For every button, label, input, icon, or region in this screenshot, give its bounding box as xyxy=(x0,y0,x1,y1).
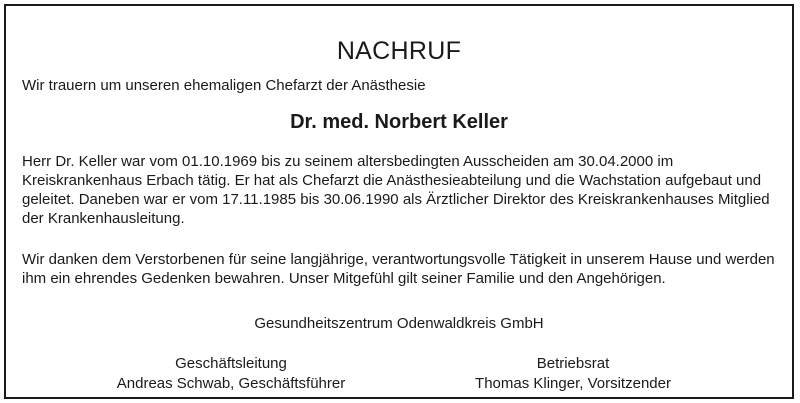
intro-line: Wir trauern um unseren ehemaligen Chefarzt der Anästhesie xyxy=(22,77,426,94)
biography-paragraph: Herr Dr. Keller war vom 01.10.1969 bis zu seinem altersbedingten Ausscheiden am 30.04.2000 im Kreiskrankenhaus Erbach tätig. Er hat als Chefarzt die Anästhesieabteilung und die Wachstation aufgebaut und geleitet. Daneben war er vom 17.11.1985 bis 30.06.1990 als Ärztlicher Direktor des Kreiskrankenhauses Mitglied der Krankenhausleitung. xyxy=(22,153,770,227)
organization-name: Gesundheitszentrum Odenwaldkreis GmbH xyxy=(254,315,544,332)
signature-block-management xyxy=(104,354,358,394)
signatory-name: Thomas Klinger, Vorsitzender xyxy=(475,375,671,392)
deceased-name: Dr. med. Norbert Keller xyxy=(290,111,508,133)
signatory-role: Betriebsrat xyxy=(536,355,610,372)
signatory-role: Geschäftsleitung xyxy=(175,355,287,372)
condolence-paragraph: Wir danken dem Verstorbenen für seine langjährige, verantwortungsvolle Tätigkeit in unserem Hause und werden ihm ein ehrendes Gedenken bewahren. Unser Mitgefühl gilt seiner Familie und den Angehörigen. xyxy=(22,251,775,287)
obituary-notice xyxy=(4,4,794,399)
signature-block-works-council xyxy=(446,354,700,394)
notice-heading: NACHRUF xyxy=(336,37,462,65)
signatory-name: Andreas Schwab, Geschäftsführer xyxy=(116,375,346,392)
